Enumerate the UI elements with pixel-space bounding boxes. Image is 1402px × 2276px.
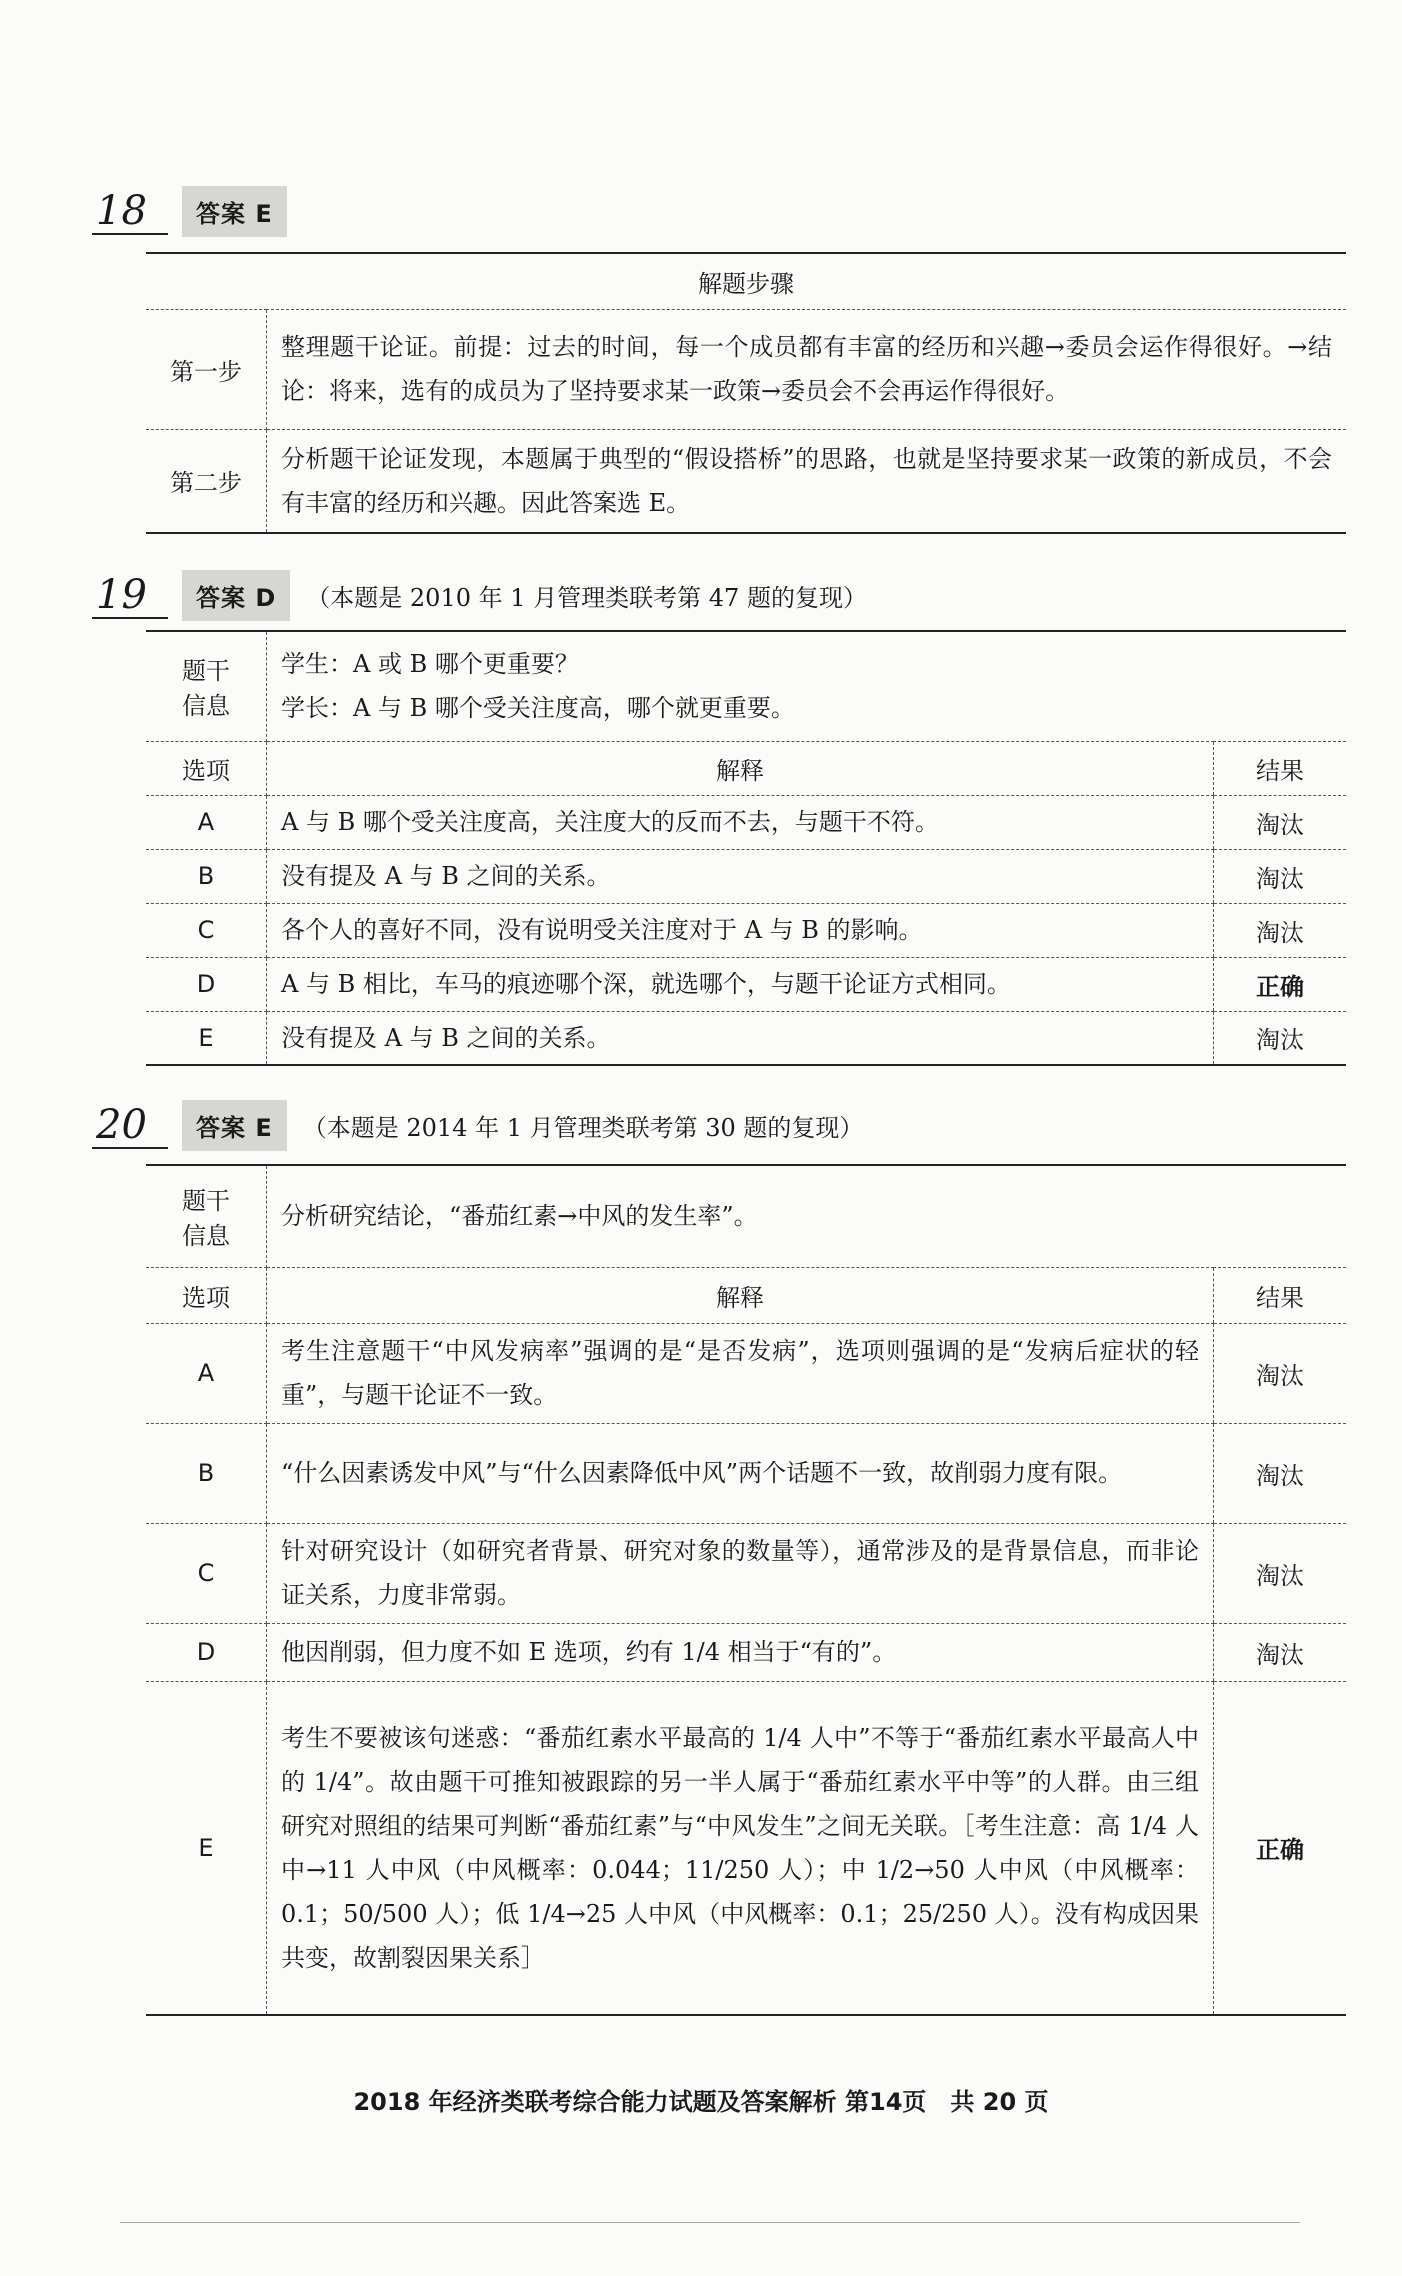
step-text: 整理题干论证。前提：过去的时间，每一个成员都有丰富的经历和兴趣→委员会运作得很好。→结论：将来，选有的成员为了坚持要求某一政策→委员会不会再运作得很好。 [267, 309, 1347, 429]
question-20-header [92, 1100, 863, 1151]
step-text: 分析题干论证发现，本题属于典型的“假设搭桥”的思路，也就是坚持要求某一政策的新成员，不会有丰富的经历和兴趣。因此答案选 E。 [267, 429, 1347, 533]
option-cell: D [146, 957, 267, 1011]
step-label: 第一步 [146, 309, 267, 429]
table-row [146, 1323, 1346, 1423]
explain-cell: 考生不要被该句迷惑：“番茄红素水平最高的 1/4 人中”不等于“番茄红素水平最高人中的 1/4”。故由题干可推知被跟踪的另一半人属于“番茄红素水平中等”的人群。由三组研究对照组的结果可判断“番茄红素”与“中风发生”之间无关联。［考生注意：高 1/4 人中→11 人中风（中风概率：0.044；11/250 人）；中 1/2→50 人中风（中风概率：0.1；50/500 人）；低 1/4→25 人中风（中风概率：0.1；25/250 人）。没有构成因果共变，故割裂因果关系］ [267, 1681, 1214, 2015]
col-option-header: 选项 [146, 1267, 267, 1323]
info-label-line: 题干 [182, 657, 230, 686]
explain-cell: “什么因素诱发中风”与“什么因素降低中风”两个话题不一致，故削弱力度有限。 [267, 1423, 1214, 1523]
option-cell: E [146, 1681, 267, 2015]
info-line: 学生：A 或 B 哪个更重要？ [281, 650, 579, 679]
table-row [146, 903, 1346, 957]
q20-table [146, 1164, 1346, 2016]
option-cell: C [146, 1523, 267, 1623]
result-cell: 正确 [1214, 1681, 1347, 2015]
option-cell: D [146, 1623, 267, 1681]
col-explain-header: 解释 [267, 741, 1214, 795]
page-footer: 2018 年经济类联考综合能力试题及答案解析 第14页 共 20 页 [353, 2088, 1049, 2116]
info-label-line: 题干 [182, 1187, 230, 1216]
answer-badge: 答案 D [182, 570, 290, 621]
question-note: （本题是 2014 年 1 月管理类联考第 30 题的复现） [302, 1114, 864, 1142]
table-row [146, 1523, 1346, 1623]
result-cell: 淘汰 [1214, 1623, 1347, 1681]
info-label [146, 1165, 267, 1267]
question-number: 20 [92, 1103, 168, 1149]
explain-cell: A 与 B 哪个受关注度高，关注度大的反而不去，与题干不符。 [267, 795, 1214, 849]
info-label-line: 信息 [182, 1222, 230, 1251]
table-row [146, 1623, 1346, 1681]
explain-cell: 各个人的喜好不同，没有说明受关注度对于 A 与 B 的影响。 [267, 903, 1214, 957]
result-cell: 淘汰 [1214, 795, 1347, 849]
table-row [146, 1011, 1346, 1065]
info-text: 分析研究结论，“番茄红素→中风的发生率”。 [267, 1165, 1347, 1267]
result-cell: 淘汰 [1214, 849, 1347, 903]
result-cell: 淘汰 [1214, 1423, 1347, 1523]
info-line: 学长：A 与 B 哪个受关注度高，哪个就更重要。 [281, 694, 795, 723]
explain-cell: A 与 B 相比，车马的痕迹哪个深，就选哪个，与题干论证方式相同。 [267, 957, 1214, 1011]
question-19-header [92, 570, 867, 621]
result-cell: 淘汰 [1214, 1011, 1347, 1065]
option-cell: E [146, 1011, 267, 1065]
table-row [146, 957, 1346, 1011]
info-label-line: 信息 [182, 692, 230, 721]
table-row [146, 795, 1346, 849]
result-cell: 淘汰 [1214, 1523, 1347, 1623]
explain-cell: 没有提及 A 与 B 之间的关系。 [267, 1011, 1214, 1065]
explain-cell: 考生注意题干“中风发病率”强调的是“是否发病”，选项则强调的是“发病后症状的轻重”，与题干论证不一致。 [267, 1323, 1214, 1423]
col-option-header: 选项 [146, 741, 267, 795]
col-explain-header: 解释 [267, 1267, 1214, 1323]
table-title: 解题步骤 [146, 253, 1346, 309]
option-cell: A [146, 795, 267, 849]
answer-badge: 答案 E [182, 186, 287, 237]
q18-steps-table [146, 252, 1346, 534]
step-label: 第二步 [146, 429, 267, 533]
col-result-header: 结果 [1214, 741, 1347, 795]
col-result-header: 结果 [1214, 1267, 1347, 1323]
table-row [146, 1681, 1346, 2015]
question-number: 18 [92, 189, 168, 235]
info-text [267, 631, 1347, 741]
option-cell: A [146, 1323, 267, 1423]
explain-cell: 针对研究设计（如研究者背景、研究对象的数量等），通常涉及的是背景信息，而非论证关系，力度非常弱。 [267, 1523, 1214, 1623]
q19-table [146, 630, 1346, 1066]
result-cell: 正确 [1214, 957, 1347, 1011]
option-cell: C [146, 903, 267, 957]
question-note: （本题是 2010 年 1 月管理类联考第 47 题的复现） [306, 584, 867, 612]
question-number: 19 [92, 573, 168, 619]
question-18-header [92, 186, 287, 237]
info-label [146, 631, 267, 741]
table-row [146, 849, 1346, 903]
result-cell: 淘汰 [1214, 1323, 1347, 1423]
explain-cell: 他因削弱，但力度不如 E 选项，约有 1/4 相当于“有的”。 [267, 1623, 1214, 1681]
divider [120, 2222, 1300, 2223]
result-cell: 淘汰 [1214, 903, 1347, 957]
option-cell: B [146, 849, 267, 903]
answer-badge: 答案 E [182, 1100, 287, 1151]
explain-cell: 没有提及 A 与 B 之间的关系。 [267, 849, 1214, 903]
table-row [146, 1423, 1346, 1523]
option-cell: B [146, 1423, 267, 1523]
